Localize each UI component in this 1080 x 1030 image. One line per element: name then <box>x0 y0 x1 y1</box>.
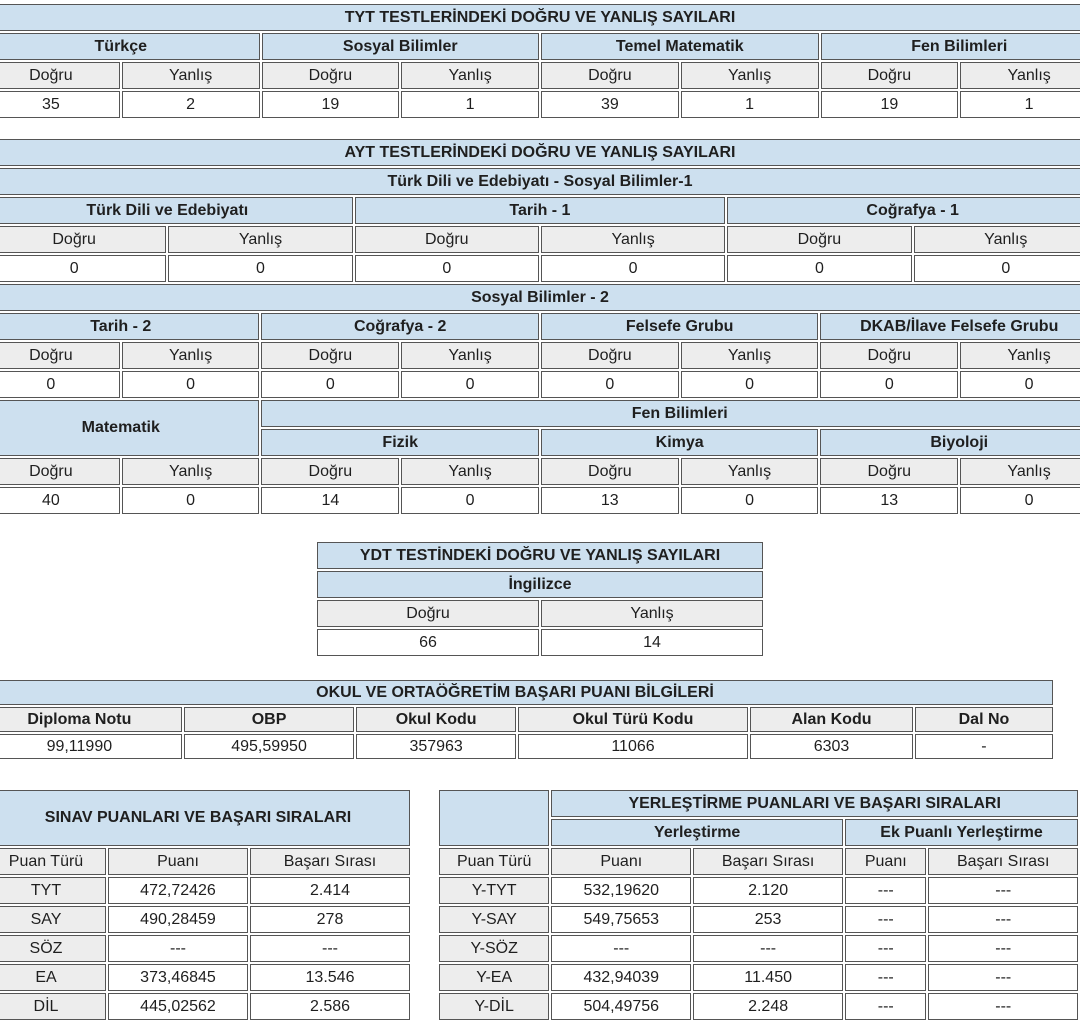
ek-puan-cell: --- <box>845 993 926 1020</box>
sira-cell: --- <box>250 935 410 962</box>
dogru-value: 0 <box>820 371 958 398</box>
dogru-label: Doğru <box>317 600 539 627</box>
ek-puan-cell: --- <box>845 906 926 933</box>
sira-cell: 253 <box>693 906 843 933</box>
yanlis-value: 14 <box>541 629 763 656</box>
yanlis-label: Yanlış <box>541 600 763 627</box>
yerlestirme-table-title: YERLEŞTİRME PUANLARI VE BAŞARI SIRALARI <box>551 790 1078 817</box>
dogru-value: 0 <box>0 255 166 282</box>
ayt-group-tarih1: Tarih - 1 <box>355 197 726 224</box>
dogru-label: Doğru <box>821 62 959 89</box>
yanlis-label: Yanlış <box>914 226 1080 253</box>
table-row <box>0 906 410 933</box>
yanlis-value: 0 <box>541 255 725 282</box>
table-row <box>0 993 410 1020</box>
dogru-value: 19 <box>821 91 959 118</box>
dogru-label: Doğru <box>541 458 679 485</box>
ayt-group-tde: Türk Dili ve Edebiyatı <box>0 197 353 224</box>
sira-cell: --- <box>693 935 843 962</box>
dogru-value: 13 <box>820 487 958 514</box>
yanlis-label: Yanlış <box>960 458 1080 485</box>
dogru-label: Doğru <box>820 342 958 369</box>
dogru-label: Doğru <box>0 458 120 485</box>
tyt-results-table <box>0 2 1080 120</box>
basari-sirasi-header: Başarı Sırası <box>250 848 410 875</box>
yanlis-label: Yanlış <box>960 342 1080 369</box>
puan-turu-cell: Y-SÖZ <box>439 935 549 962</box>
sira-cell: 2.248 <box>693 993 843 1020</box>
yanlis-value: 1 <box>681 91 819 118</box>
alan-kodu-header: Alan Kodu <box>750 707 913 732</box>
tyt-group-turkce: Türkçe <box>0 33 260 60</box>
sinav-table-title: SINAV PUANLARI VE BAŞARI SIRALARI <box>0 790 410 846</box>
yanlis-label: Yanlış <box>541 226 725 253</box>
puan-turu-cell: DİL <box>0 993 106 1020</box>
dogru-label: Doğru <box>355 226 539 253</box>
ayt-group-matematik: Matematik <box>0 400 259 456</box>
yanlis-label: Yanlış <box>122 342 260 369</box>
obp-value: 495,59950 <box>184 734 355 759</box>
dogru-value: 0 <box>355 255 539 282</box>
yanlis-label: Yanlış <box>401 342 539 369</box>
dogru-label: Doğru <box>541 342 679 369</box>
puan-turu-cell: Y-DİL <box>439 993 549 1020</box>
diploma-notu-header: Diploma Notu <box>0 707 182 732</box>
yanlis-label: Yanlış <box>960 62 1080 89</box>
ayt-group-kimya: Kimya <box>541 429 818 456</box>
ayt-group-fizik: Fizik <box>261 429 538 456</box>
dogru-label: Doğru <box>0 62 120 89</box>
dogru-value: 19 <box>262 91 400 118</box>
puani-header: Puanı <box>551 848 691 875</box>
puan-cell: 432,94039 <box>551 964 691 991</box>
ek-puani-header: Puanı <box>845 848 926 875</box>
ek-sira-cell: --- <box>928 877 1078 904</box>
sira-cell: 13.546 <box>250 964 410 991</box>
table-row <box>439 877 1078 904</box>
dogru-value: 0 <box>541 371 679 398</box>
dogru-value: 0 <box>727 255 911 282</box>
puan-cell: 549,75653 <box>551 906 691 933</box>
yanlis-label: Yanlış <box>122 458 260 485</box>
table-row <box>0 935 410 962</box>
sira-cell: 278 <box>250 906 410 933</box>
yanlis-value: 0 <box>168 255 352 282</box>
ydt-results-table <box>315 540 765 658</box>
ayt-group-cografya1: Coğrafya - 1 <box>727 197 1080 224</box>
yerlestirme-group-header: Yerleştirme <box>551 819 843 846</box>
yanlis-value: 0 <box>960 371 1080 398</box>
puan-turu-cell: Y-TYT <box>439 877 549 904</box>
ek-basari-sirasi-header: Başarı Sırası <box>928 848 1078 875</box>
ek-puan-cell: --- <box>845 964 926 991</box>
table-row <box>439 935 1078 962</box>
ayt-results-table <box>0 137 1080 516</box>
puan-turu-cell: Y-SAY <box>439 906 549 933</box>
sira-cell: 2.586 <box>250 993 410 1020</box>
sira-cell: 2.120 <box>693 877 843 904</box>
table-row <box>0 964 410 991</box>
tyt-group-sosyal: Sosyal Bilimler <box>262 33 540 60</box>
ek-sira-cell: --- <box>928 935 1078 962</box>
dogru-label: Doğru <box>541 62 679 89</box>
dogru-label: Doğru <box>261 458 399 485</box>
ydt-language: İngilizce <box>317 571 763 598</box>
yanlis-value: 0 <box>401 371 539 398</box>
puan-cell: --- <box>551 935 691 962</box>
table-row <box>439 964 1078 991</box>
dogru-label: Doğru <box>261 342 399 369</box>
puan-turu-header: Puan Türü <box>439 848 549 875</box>
ayt-group-tarih2: Tarih - 2 <box>0 313 259 340</box>
basari-sirasi-header: Başarı Sırası <box>693 848 843 875</box>
ayt-group-dkab: DKAB/İlave Felsefe Grubu <box>820 313 1080 340</box>
dogru-label: Doğru <box>0 226 166 253</box>
yanlis-value: 2 <box>122 91 260 118</box>
dogru-value: 39 <box>541 91 679 118</box>
puan-turu-cell: TYT <box>0 877 106 904</box>
ayt-section2-subtitle: Sosyal Bilimler - 2 <box>0 284 1080 311</box>
yanlis-label: Yanlış <box>168 226 352 253</box>
ayt-group-biyoloji: Biyoloji <box>820 429 1080 456</box>
yanlis-value: 0 <box>914 255 1080 282</box>
sinav-puanlari-table <box>0 788 412 1022</box>
ek-sira-cell: --- <box>928 993 1078 1020</box>
puan-turu-cell: EA <box>0 964 106 991</box>
yanlis-value: 0 <box>122 371 260 398</box>
dogru-label: Doğru <box>820 458 958 485</box>
puan-cell: 490,28459 <box>108 906 248 933</box>
yanlis-value: 0 <box>681 487 819 514</box>
yanlis-value: 1 <box>401 91 539 118</box>
ydt-table-title: YDT TESTİNDEKİ DOĞRU VE YANLIŞ SAYILARI <box>317 542 763 569</box>
sira-cell: 11.450 <box>693 964 843 991</box>
yanlis-value: 0 <box>401 487 539 514</box>
puan-cell: --- <box>108 935 248 962</box>
table-row <box>439 906 1078 933</box>
tyt-table-title: TYT TESTLERİNDEKİ DOĞRU VE YANLIŞ SAYILARI <box>0 4 1080 31</box>
alan-kodu-value: 6303 <box>750 734 913 759</box>
dogru-value: 66 <box>317 629 539 656</box>
dal-no-value: - <box>915 734 1053 759</box>
dogru-value: 0 <box>261 371 399 398</box>
dogru-label: Doğru <box>727 226 911 253</box>
puan-cell: 504,49756 <box>551 993 691 1020</box>
dogru-value: 40 <box>0 487 120 514</box>
ek-sira-cell: --- <box>928 906 1078 933</box>
puan-cell: 532,19620 <box>551 877 691 904</box>
yanlis-value: 1 <box>960 91 1080 118</box>
okul-kodu-header: Okul Kodu <box>356 707 516 732</box>
yanlis-label: Yanlış <box>681 342 819 369</box>
ayt-table-title: AYT TESTLERİNDEKİ DOĞRU VE YANLIŞ SAYILARI <box>0 139 1080 166</box>
yanlis-label: Yanlış <box>681 62 819 89</box>
puan-cell: 472,72426 <box>108 877 248 904</box>
okul-turu-kodu-value: 11066 <box>518 734 748 759</box>
yanlis-value: 0 <box>122 487 260 514</box>
sira-cell: 2.414 <box>250 877 410 904</box>
dogru-value: 35 <box>0 91 120 118</box>
dal-no-header: Dal No <box>915 707 1053 732</box>
dogru-value: 13 <box>541 487 679 514</box>
dogru-value: 14 <box>261 487 399 514</box>
table-row <box>0 877 410 904</box>
tyt-group-fen: Fen Bilimleri <box>821 33 1080 60</box>
ek-puan-cell: --- <box>845 935 926 962</box>
okul-kodu-value: 357963 <box>356 734 516 759</box>
yanlis-label: Yanlış <box>401 458 539 485</box>
ayt-group-fen: Fen Bilimleri <box>261 400 1080 427</box>
puan-turu-cell: SAY <box>0 906 106 933</box>
yanlis-value: 0 <box>960 487 1080 514</box>
diploma-notu-value: 99,11990 <box>0 734 182 759</box>
corner-empty-cell <box>439 790 549 846</box>
puan-cell: 445,02562 <box>108 993 248 1020</box>
yanlis-label: Yanlış <box>122 62 260 89</box>
puan-turu-header: Puan Türü <box>0 848 106 875</box>
yanlis-label: Yanlış <box>681 458 819 485</box>
okul-table-title: OKUL VE ORTAÖĞRETİM BAŞARI PUANI BİLGİLERİ <box>0 680 1053 705</box>
puan-turu-cell: SÖZ <box>0 935 106 962</box>
ayt-section1-subtitle: Türk Dili ve Edebiyatı - Sosyal Bilimler-1 <box>0 168 1080 195</box>
ek-puanli-group-header: Ek Puanlı Yerleştirme <box>845 819 1078 846</box>
tyt-group-matematik: Temel Matematik <box>541 33 819 60</box>
ayt-group-felsefe: Felsefe Grubu <box>541 313 818 340</box>
yerlestirme-puanlari-table <box>437 788 1080 1022</box>
obp-header: OBP <box>184 707 355 732</box>
dogru-label: Doğru <box>0 342 120 369</box>
table-row <box>439 993 1078 1020</box>
ayt-group-cografya2: Coğrafya - 2 <box>261 313 538 340</box>
ek-sira-cell: --- <box>928 964 1078 991</box>
puani-header: Puanı <box>108 848 248 875</box>
dogru-label: Doğru <box>262 62 400 89</box>
okul-turu-kodu-header: Okul Türü Kodu <box>518 707 748 732</box>
ek-puan-cell: --- <box>845 877 926 904</box>
yanlis-label: Yanlış <box>401 62 539 89</box>
dogru-value: 0 <box>0 371 120 398</box>
puan-turu-cell: Y-EA <box>439 964 549 991</box>
yanlis-value: 0 <box>681 371 819 398</box>
puan-cell: 373,46845 <box>108 964 248 991</box>
okul-obp-table <box>0 678 1055 761</box>
